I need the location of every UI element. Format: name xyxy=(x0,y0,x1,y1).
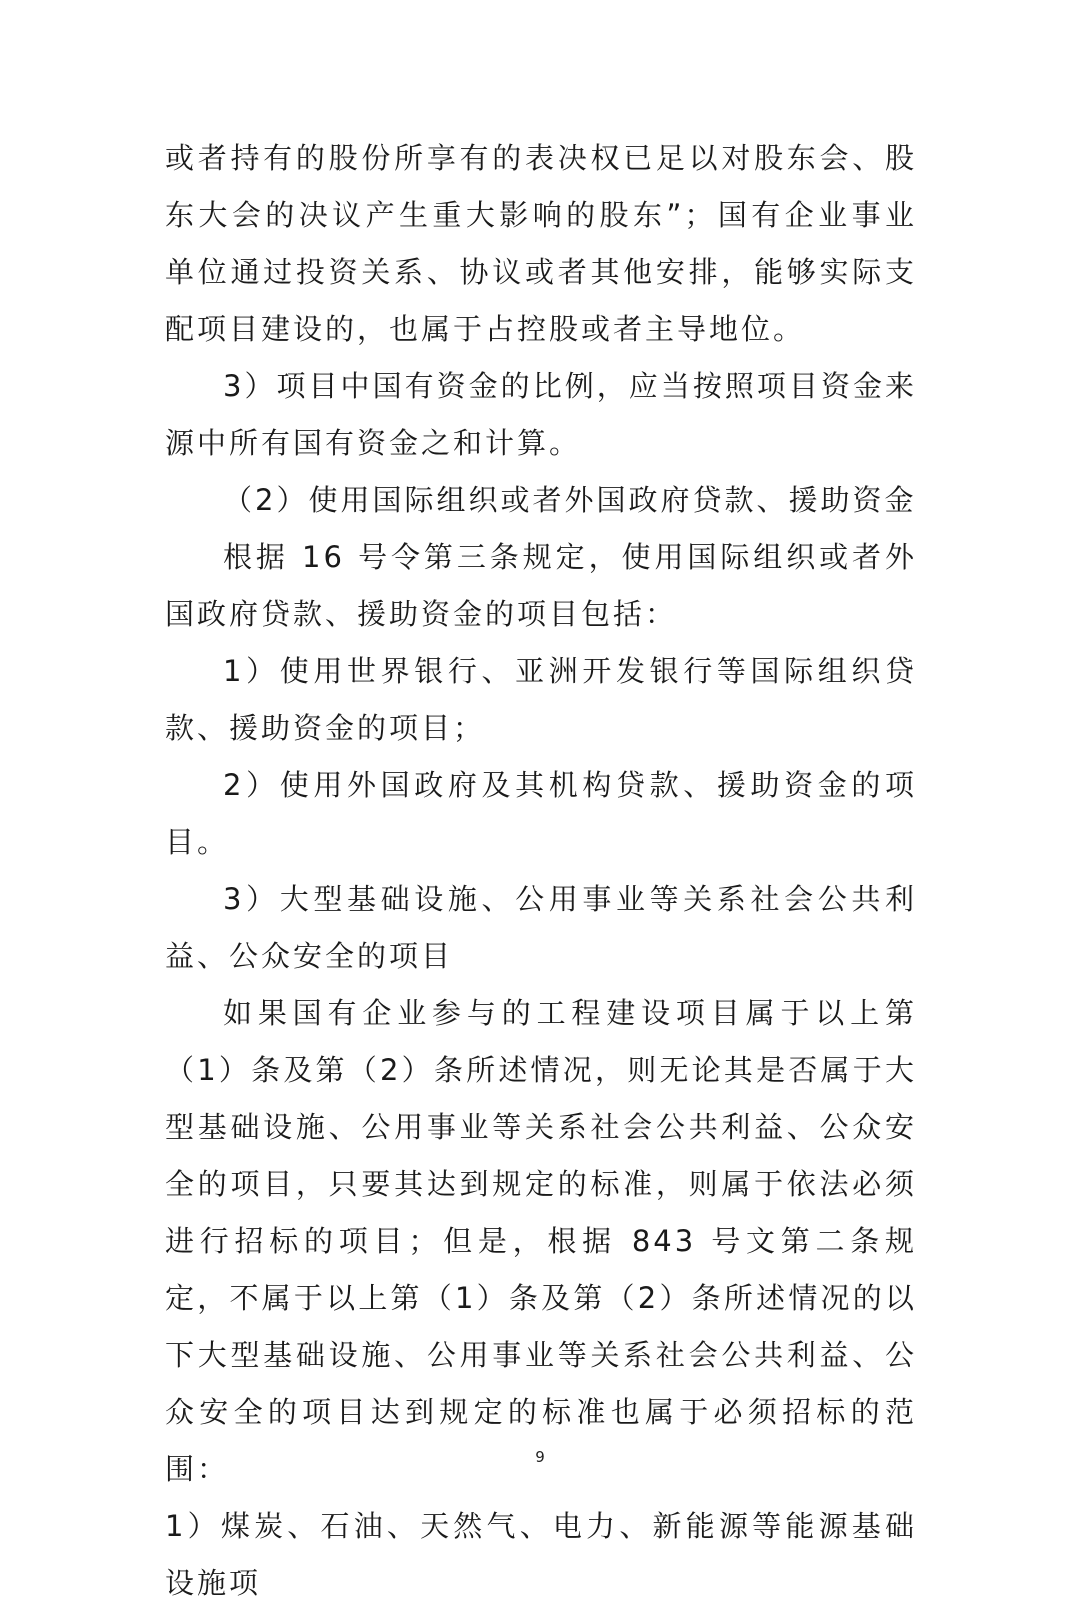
paragraph-order-16-article-3: 根据 16 号令第三条规定，使用国际组织或者外国政府贷款、援助资金的项目包括： xyxy=(165,540,917,631)
paragraph-item-2-foreign-government: 2）使用外国政府及其机构贷款、援助资金的项目。 xyxy=(165,768,917,859)
paragraph-continued-shareholder-definition: 或者持有的股份所享有的表决权已足以对股东会、股东大会的决议产生重大影响的股东”；国有企业事业单位通过投资关系、协议或者其他安排，能够实际支配项目建设的，也属于占控股或者主导地位。 xyxy=(165,141,917,346)
paragraph-bidding-scope-explanation: 如果国有企业参与的工程建设项目属于以上第（1）条及第（2）条所述情况，则无论其是否属于大型基础设施、公用事业等关系社会公共利益、公众安全的项目，只要其达到规定的标准，则属于依法必须进行招标的项目；但是，根据 843 号文第二条规定，不属于以上第（1）条及第（2）条所述情况的以下大型基础设施、公用事业等关系社会公共利益、公众安全的项目达到规定的标准也属于必须招标的范围： xyxy=(165,996,917,1486)
paragraph-item-1-energy-infrastructure: 1）煤炭、石油、天然气、电力、新能源等能源基础设施项 xyxy=(165,1509,917,1600)
body-text xyxy=(165,130,917,1612)
paragraph-item-1-world-bank: 1）使用世界银行、亚洲开发银行等国际组织贷款、援助资金的项目； xyxy=(165,654,917,745)
paragraph-heading-3-infrastructure: 3）大型基础设施、公用事业等关系社会公共利益、公众安全的项目 xyxy=(165,882,917,973)
page-number: 9 xyxy=(535,1448,545,1466)
paragraph-heading-2-international-loans: （2）使用国际组织或者外国政府贷款、援助资金 xyxy=(223,483,917,517)
paragraph-item-3-state-fund-ratio: 3）项目中国有资金的比例，应当按照项目资金来源中所有国有资金之和计算。 xyxy=(165,369,917,460)
